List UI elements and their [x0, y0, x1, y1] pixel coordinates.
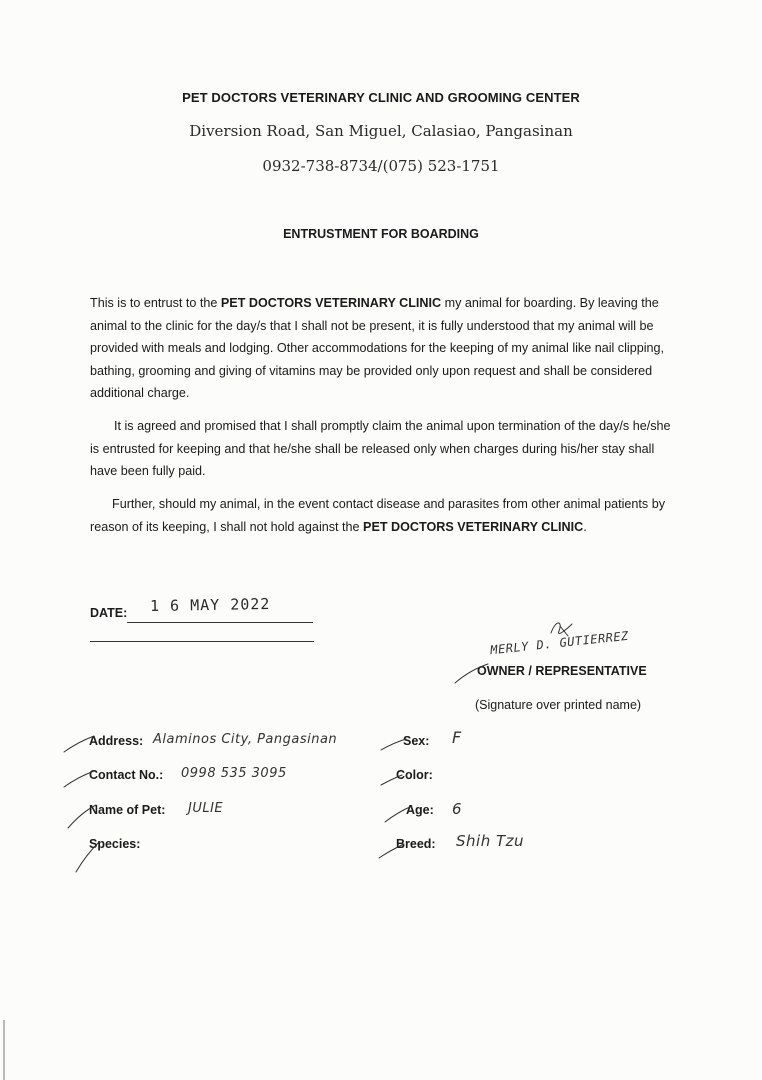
address-check-stroke [64, 736, 94, 752]
species-check-stroke [76, 842, 99, 872]
pet-name-label: Name of Pet: [89, 803, 166, 817]
p3-clinic-name: PET DOCTORS VETERINARY CLINIC [363, 519, 584, 534]
date-stamp: 1 6 MAY 2022 [149, 594, 271, 616]
breed-label: Breed: [396, 837, 436, 851]
paragraph-agreement: It is agreed and promised that I shall promptly claim the animal upon termination of the day/s he/she is entrusted for keeping and that he/she shall be released only when charges during his/her stay shall have been fully paid. [90, 419, 671, 478]
p1-text-after: my animal for boarding. By leaving the animal to the clinic for the day/s that I shall not be present, it is fully understood that my animal will be provided with meals and lodging. Other accommodations for the keeping of my animal like nail clipping, bathing, grooming and giving of vitamins may be provided only upon request and shall be considered additional charge. [90, 296, 665, 400]
p1-clinic-name: PET DOCTORS VETERINARY CLINIC [220, 296, 442, 310]
sex-value: F [452, 728, 462, 747]
p1-text-before: This is to entrust to the [90, 296, 221, 310]
color-label: Color: [396, 768, 433, 782]
address-label: Address: [89, 734, 144, 748]
clinic-address: Diversion Road, San Miguel, Calasiao, Pangasinan [189, 122, 573, 140]
pet-name-check-stroke [68, 805, 96, 828]
clinic-name: PET DOCTORS VETERINARY CLINIC AND GROOMING CENTER [182, 90, 580, 105]
date-label: DATE: [90, 606, 128, 620]
sex-check-stroke [381, 739, 406, 750]
p3-text-after: . [583, 519, 587, 534]
p3-text-before: Further, should my animal, in the event contact disease and parasites from other animal patients by reason of its keeping, I shall not hold against the [90, 497, 666, 534]
sex-label: Sex: [403, 734, 430, 748]
owner-caption: (Signature over printed name) [475, 698, 642, 712]
pet-name-value: JULIE [188, 801, 224, 816]
color-check-stroke [381, 775, 402, 785]
contact-value: 0998 535 3095 [181, 766, 287, 781]
breed-check-stroke [379, 844, 404, 858]
breed-value: Shih Tzu [456, 832, 525, 850]
owner-printed-name: MERLY D. GUTIERREZ [489, 628, 630, 658]
age-label: Age: [406, 803, 434, 817]
owner-label: OWNER / REPRESENTATIVE [477, 664, 647, 678]
signature-mark [551, 623, 572, 636]
age-value: 6 [452, 800, 463, 818]
owner-check-stroke [455, 664, 488, 683]
contact-label: Contact No.: [89, 768, 164, 782]
age-check-stroke [385, 806, 412, 822]
document-title: ENTRUSTMENT FOR BOARDING [283, 227, 479, 241]
clinic-phone: 0932-738-8734/(075) 523-1751 [262, 157, 500, 175]
address-value: Alaminos City, Pangasinan [153, 732, 338, 747]
species-label: Species: [89, 837, 141, 851]
contact-check-stroke [64, 771, 94, 787]
